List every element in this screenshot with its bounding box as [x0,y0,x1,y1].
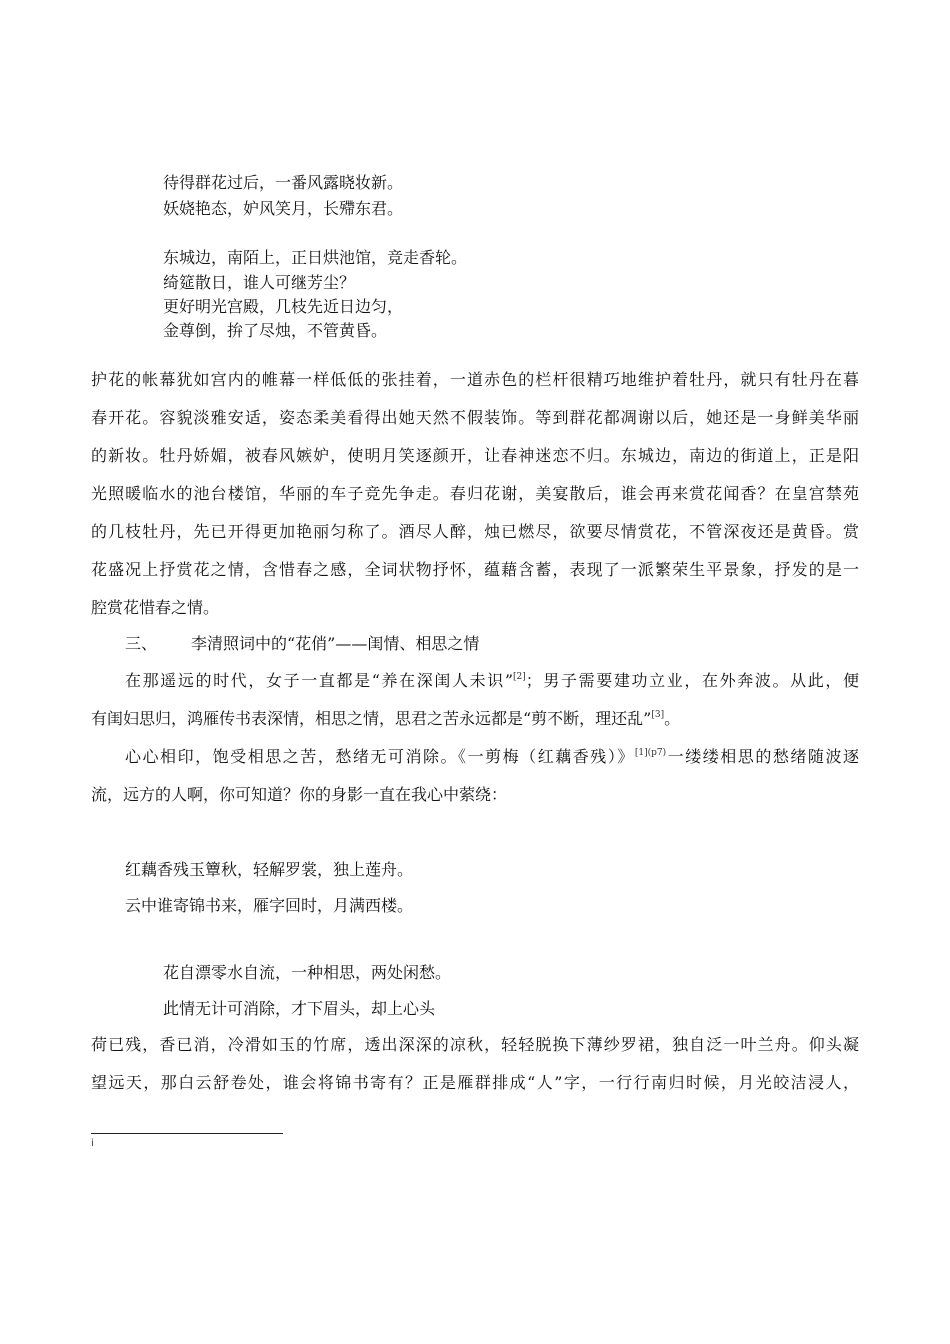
paragraph-line: 望远天，那白云舒卷处，谁会将锦书寄有？正是雁群排成“人”字，一行行南归时候，月光皎洁浸人， [91,1073,859,1092]
paragraph-line [125,747,859,767]
text-run: ；男子需要建功立业，在外奔波。从此，便 [525,671,859,690]
poem-line: 东城边，南陌上，正日烘池馆，竞走香轮。 [163,248,468,267]
poem-line: 云中谁寄锦书来，雁字回时，月满西楼。 [125,896,414,915]
text-run: 。 [664,709,681,728]
paragraph-line: 流，远方的人啊，你可知道？你的身影一直在我心中萦绕： [91,785,508,804]
paragraph-line: 光照暖临水的池台楼馆，华丽的车子竞先争走。春归花谢，美宴散后，谁会再来赏花闻香？在皇宫禁苑 [91,484,859,503]
text-run: 心心相印，饱受相思之苦，愁绪无可消除。《一剪梅（红藕香残）》 [125,747,635,766]
paragraph-line: 春开花。容貌淡雅安适，姿态柔美看得出她天然不假装饰。等到群花都凋谢以后，她还是一身鲜美华丽 [91,408,859,427]
citation-ref: [2] [513,672,526,682]
text-run: 有闺妇思归，鸿雁传书表深情，相思之情，思君之苦永远都是“剪不断，理还乱” [91,709,652,728]
text-run: 一缕缕相思的愁绪随波逐 [666,747,859,766]
paragraph-line [125,671,859,691]
poem-line: 妖娆艳态，妒风笑月，长殢东君。 [163,199,404,218]
paragraph-line [91,709,680,729]
section-number: 三、 [125,634,158,653]
citation-ref: [3] [651,710,665,720]
section-title: 李清照词中的“花俏”——闺情、相思之情 [191,634,480,653]
poem-line: 花自漂零水自流，一种相思，两处闲愁。 [163,963,452,982]
footnote-marker: i [91,1138,94,1149]
text-run: 在那遥远的时代，女子一直都是“养在深闺人未识” [125,671,514,690]
poem-line: 绮筵散日，谁人可继芳尘？ [163,273,356,292]
paragraph-line: 腔赏花惜春之情。 [91,598,220,617]
paragraph-line: 护花的帐幕犹如宫内的帷幕一样低低的张挂着，一道赤色的栏杆很精巧地维护着牡丹，就只有牡丹在暮 [91,370,859,389]
paragraph-line: 花盛况上抒赏花之情，含惜春之感，全词状物抒怀，蕴藉含蓄，表现了一派繁荣生平景象，抒发的是一 [91,560,859,579]
paragraph-line: 的几枝牡丹，先已开得更加艳丽匀称了。酒尽人醉，烛已燃尽，欲要尽情赏花，不管深夜还是黄昏。赏 [91,522,859,541]
citation-ref: [1](p7) [634,748,667,758]
poem-line: 更好明光宫殿，几枝先近日边匀， [163,297,404,316]
poem-line: 金尊倒，拚了尽烛，不管黄昏。 [163,321,388,340]
poem-line: 待得群花过后，一番风露晓妆新。 [163,173,404,192]
paragraph-line: 荷已残，香已消，冷滑如玉的竹席，透出深深的凉秋，轻轻脱换下薄纱罗裙，独自泛一叶兰舟。仰头凝 [91,1035,859,1054]
poem-line: 红藕香残玉簟秋，轻解罗裳，独上莲舟。 [125,860,414,879]
paragraph-line: 的新妆。牡丹娇媚，被春风嫉妒，使明月笑逐颜开，让春神迷恋不归。东城边，南边的街道上，正是阳 [91,446,859,465]
poem-line: 此情无计可消除，才下眉头，却上心头 [163,999,436,1018]
footnote-divider [91,1133,283,1134]
